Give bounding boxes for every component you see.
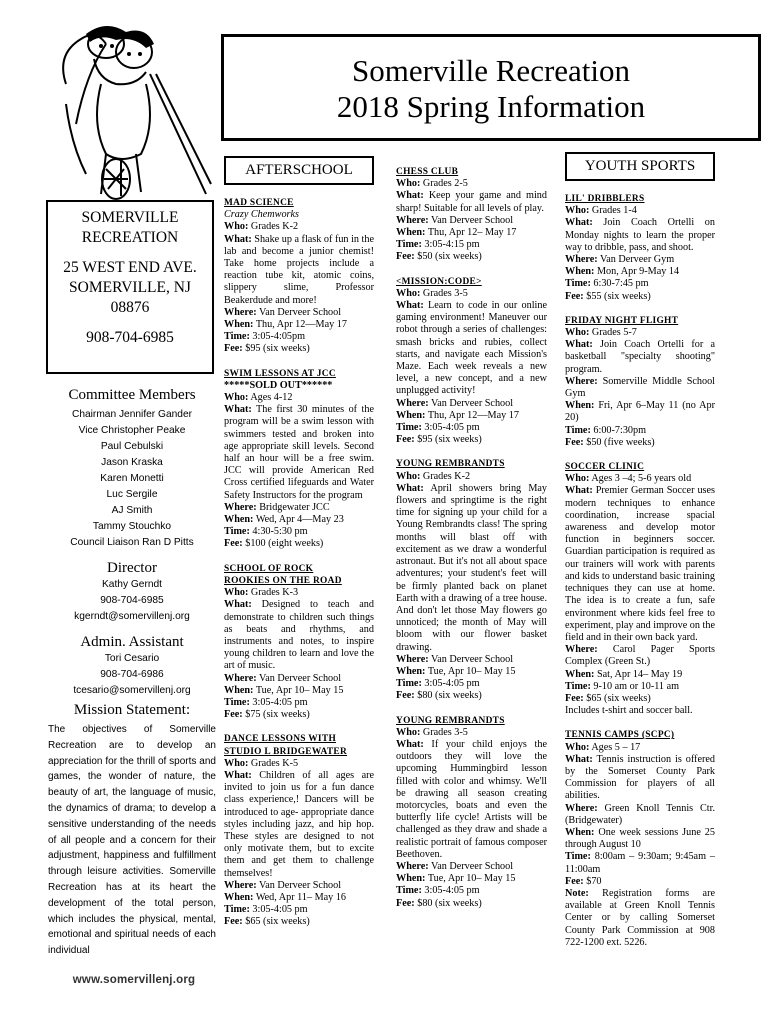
program-title: SWIM LESSONS AT JCC [224,368,336,379]
program-where-label: Where: [396,214,429,226]
assistant-heading: Admin. Assistant [80,634,184,650]
program-fee-value: $70 [586,875,602,887]
program-time-label: Time: [565,278,591,290]
program-block [396,166,547,264]
program-time-label: Time: [224,904,250,916]
program-where-value: Bridgewater JCC [259,501,330,513]
program-where-label: Where: [224,672,257,684]
program-time-row [224,526,374,538]
program-fee-label: Fee: [565,290,584,302]
program-when-label: When: [224,319,254,331]
program-time-value: 3:05-4:05 pm [424,678,480,690]
org-name-2: RECREATION [81,229,179,246]
program-what-row [396,483,547,654]
program-what-row [396,739,547,861]
program-what-label: What: [565,217,593,229]
program-what-row [396,300,547,398]
program-fee-label: Fee: [565,692,584,704]
program-who-row [396,727,547,739]
afterschool-column [224,156,374,929]
program-where-row [396,861,547,873]
program-title: DANCE LESSONS WITH [224,734,337,745]
program-time-label: Time: [224,526,250,538]
program-time-row [396,885,547,897]
program-what-label: What: [396,482,424,494]
program-fee-row [565,693,715,705]
program-when-label: When: [565,668,595,680]
committee-member: AJ Smith [111,505,153,516]
program-title: SOCCER CLINIC [565,462,645,473]
program-where-value: Green Knoll Tennis Ctr. (Bridgewater) [565,802,715,826]
program-when-label: When: [396,227,426,239]
program-what-row [396,190,547,214]
program-title: TENNIS CAMPS (SCPC) [565,730,675,741]
program-fee-row [396,434,547,446]
program-when-label: When: [565,266,595,278]
program-fee-label: Fee: [224,538,243,550]
program-when-row [565,400,715,424]
program-time-row [224,331,374,343]
program-fee-value: $95 (six weeks) [417,434,482,446]
program-fee-value: $50 (six weeks) [417,251,482,263]
sold-out-notice: *****SOLD OUT****** [224,379,333,391]
program-who-row [565,473,715,485]
program-who-row [396,471,547,483]
mission-heading-wrap [46,702,218,719]
program-what-label: What: [565,339,593,351]
program-fee-label: Fee: [565,875,584,887]
program-block [396,276,547,447]
program-what-value: Shake up a flask of fun in the lab and become a junior chemist! Take home projects include a reaction tube kit, atomic coins, slippery slime, Professor Beakerdude and more! [224,233,374,306]
program-fee-value: $50 (five weeks) [586,436,655,448]
director-phone: 908-704-6985 [100,595,164,606]
program-where-value: Van Derveer School [431,653,514,665]
zip-code: 08876 [110,299,150,316]
program-where-value: Carol Pager Sports Complex (Green St.) [565,644,716,668]
program-title: SCHOOL OF ROCK [224,563,314,574]
program-fee-label: Fee: [224,343,243,355]
program-what-value: If your child enjoys the outdoors they will love the upcoming Hummingbird lesson filled with color and whimsy. We'll be drawing all season creating motorcycles, boats and even the butterfly life cycle! Artists will be challenged as they draw and shade a realistic portrait of famous composer Beethoven. [396,738,548,860]
program-what-label: What: [224,233,252,245]
program-when-row [224,685,374,697]
committee-heading: Committee Members [68,387,196,403]
program-fee-row [224,709,374,721]
program-when-value: One week sessions June 25 through August 10 [565,826,715,851]
program-when-row [224,892,374,904]
committee-member: Chairman Jennifer Gander [71,409,193,420]
assistant-name: Tori Cesario [104,653,160,664]
main-phone: 908-704-6985 [86,329,174,346]
program-who-label: Who: [224,392,249,404]
program-time-label: Time: [396,239,422,251]
program-time-row [565,425,715,437]
program-time-value: 9-10 am or 10-11 am [593,680,680,692]
program-block [224,563,374,722]
afterschool-heading: AFTERSCHOOL [224,156,374,185]
program-time-value: 3:05-4:05 pm [424,422,480,434]
program-who-label: Who: [565,473,590,485]
program-when-row [565,266,715,278]
program-where-row [565,803,715,827]
program-fee-row [565,291,715,303]
committee-member: Paul Cebulski [100,441,164,452]
director-name: Kathy Gerndt [101,579,163,590]
program-who-value: Ages 4-12 [250,392,293,404]
program-when-value: Tue, Apr 10– May 15 [427,873,516,885]
program-time-label: Time: [224,696,250,708]
program-who-value: Grades 1-4 [591,205,637,217]
program-when-row [396,873,547,885]
program-who-value: Grades 3-5 [422,287,468,299]
program-title-line-2: ROOKIES ON THE ROAD [224,575,342,586]
program-where-row [224,502,374,514]
program-fee-value: $65 (six weeks) [245,916,310,928]
program-who-label: Who: [565,741,590,753]
program-note-value: Registration forms are available at Green Knoll Tennis Center or by calling Somerset County Park Commission at 908 722-1200 ext. 5226. [565,887,715,948]
program-who-value: Grades K-5 [250,757,299,769]
program-where-label: Where: [224,879,257,891]
street-address: 25 WEST END AVE. [63,259,197,276]
title-line-2: 2018 Spring Information [336,89,646,124]
program-who-label: Who: [224,757,249,769]
program-fee-value: $80 (six weeks) [417,897,482,909]
program-where-value: Van Derveer School [259,306,342,318]
program-where-label: Where: [224,501,257,513]
program-where-row [224,673,374,685]
program-time-value: 3:05-4:05 pm [252,696,308,708]
program-where-value: Van Derveer School [431,397,514,409]
program-time-row [224,697,374,709]
program-time-label: Time: [396,422,422,434]
program-what-value: Learn to code in our online gaming environment! Maneuver our robot through a series of challenges: smash bricks and rubies, collect starts, and navigate each Mission's Maze. Each week reveals a new level, a new concept, and a new unplugged activity! [396,300,547,397]
program-fee-value: $75 (six weeks) [245,709,310,721]
middle-column [396,166,547,910]
program-what-row [565,339,715,376]
program-where-label: Where: [565,254,598,266]
committee-member: Luc Sergile [106,489,158,500]
city-state: SOMERVILLE, NJ [69,279,191,296]
program-when-row [224,319,374,331]
program-where-value: Van Derveer School [431,860,514,872]
program-time-value: 6:00-7:30pm [593,424,647,436]
assistant-email: tcesario@somervillenj.org [73,685,191,696]
program-fee-label: Fee: [396,690,415,702]
program-time-row [224,904,374,916]
director-heading: Director [107,560,157,576]
program-time-row [565,681,715,693]
program-fee-row [224,343,374,355]
program-block [224,733,374,928]
program-when-row [224,514,374,526]
program-time-label: Time: [565,424,591,436]
program-when-label: When: [396,665,426,677]
program-what-row [224,234,374,307]
program-where-row [224,307,374,319]
program-what-label: What: [224,404,252,416]
program-title: MAD SCIENCE [224,198,294,208]
program-time-row [396,422,547,434]
program-what-value: Premier German Soccer uses modern techniques to enhance coordination, increase spacial awareness and develop motor function in beginners soccer. Guardian participation is required as our trainers will work with parents and kids to understand basic training techniques they can use at home. The idea is to create a fun, safe environment where kids feel free to experiment, play and improve on the field and in their own back yard. [565,485,715,643]
program-fee-row [396,898,547,910]
program-where-value: Somerville Middle School Gym [565,375,716,400]
staff-sidebar [46,380,218,699]
program-who-row [224,392,374,404]
program-where-value: Van Derveer School [259,672,342,684]
program-fee-label: Fee: [565,436,584,448]
program-who-row [396,178,547,190]
program-what-row [224,404,374,502]
program-fee-value: $65 (six weeks) [586,692,651,704]
program-block [565,729,715,949]
committee-member: Karen Monetti [100,473,164,484]
program-fee-row [224,538,374,550]
program-when-value: Thu, Apr 12– May 17 [427,227,517,239]
program-fee-row [565,437,715,449]
program-what-label: What: [565,485,593,497]
program-where-value: Van Derveer School [431,214,514,226]
program-who-value: Grades 5-7 [591,327,637,339]
program-when-row [396,666,547,678]
program-who-row [565,742,715,754]
program-when-label: When: [224,684,254,696]
org-name-1: SOMERVILLE [81,209,179,226]
program-who-label: Who: [396,287,421,299]
program-fee-row [396,251,547,263]
program-when-value: Mon, Apr 9-May 14 [596,266,680,278]
program-who-value: Ages 5 – 17 [591,741,641,753]
program-title: CHESS CLUB [396,167,459,177]
program-time-row [565,851,715,875]
program-block [224,368,374,551]
program-when-value: Wed, Apr 4—May 23 [255,514,344,526]
program-what-row [565,217,715,254]
program-who-value: Grades K-3 [250,587,299,599]
committee-member: Council Liaison Ran D Pitts [70,537,194,548]
program-what-value: Join Coach Ortelli for a basketball "specialty shooting" program. [565,339,715,375]
committee-member: Jason Kraska [101,457,163,468]
program-who-row [224,758,374,770]
program-who-value: Grades 3-5 [422,726,468,738]
program-time-row [565,278,715,290]
page-title [221,34,761,141]
program-fee-label: Fee: [396,434,415,446]
program-who-value: Grades K-2 [422,470,471,482]
program-when-value: Wed, Apr 11– May 16 [255,891,347,903]
program-when-value: Thu, Apr 12—May 17 [427,409,519,421]
program-title: YOUNG REMBRANDTS [396,459,505,470]
program-title: <MISSION:CODE> [396,276,482,287]
program-block [396,715,547,910]
program-what-row [565,485,715,644]
program-when-value: Thu, Apr 12—May 17 [255,319,347,331]
program-when-value: Tue, Apr 10– May 15 [255,684,344,696]
program-where-label: Where: [396,860,429,872]
program-what-label: What: [224,599,252,611]
program-time-label: Time: [396,678,422,690]
program-what-label: What: [396,190,424,202]
program-what-value: Join Coach Ortelli on Monday nights to learn the proper way to dribble, pass, and shoot. [565,217,715,253]
committee-member: Vice Christopher Peake [78,425,186,436]
program-what-row [224,599,374,672]
program-when-label: When: [565,400,595,412]
mission-statement: The objectives of Somerville Recreation are to develop an appreciation for the thrill of sports and games, the wonder of nature, the beauty of art, the language of music, the dynamics of drama; to develop a sensitive understanding of the needs of all people and a concern for their adjustment, happiness and fulfillment through leisure activities. Somerville Recreation has at its heart the development of the total person, which includes the physical, mental, emotional and spiritual needs of each individual [48,724,216,957]
program-time-value: 3:05-4:05 pm [252,904,308,916]
program-who-row [396,288,547,300]
program-fee-value: $80 (six weeks) [417,690,482,702]
program-time-row [396,239,547,251]
program-time-value: 3:05-4:05 pm [424,885,480,897]
program-when-value: Tue, Apr 10– May 15 [427,665,516,677]
program-fee-label: Fee: [396,897,415,909]
program-when-label: When: [396,873,426,885]
program-title: FRIDAY NIGHT FLIGHT [565,315,679,326]
program-when-label: When: [565,826,595,838]
program-what-label: What: [396,300,424,312]
program-where-row [565,376,715,400]
program-where-label: Where: [565,644,598,656]
program-when-label: When: [224,891,254,903]
program-when-value: Sat, Apr 14– May 19 [596,668,683,680]
program-block [565,461,715,717]
program-what-label: What: [565,753,593,765]
committee-list [46,407,218,551]
program-when-row [396,410,547,422]
program-time-value: 8:00am – 9:30am; 9:45am – 11:00am [565,851,715,875]
program-time-label: Time: [565,851,591,863]
program-who-label: Who: [396,178,421,190]
program-what-value: Designed to teach and demonstrate to children such things as beats and rhythms, and instruments and notes, to inspire young children to learn and love the art of music. [224,599,374,672]
program-what-value: Children of all ages are invited to join us for a fun dance class experience,! Dancers will be introduced to age- appropriate dance styles including jazz, and hip hop. These styles are designed to not only motivate them, but to excite them and get them to challenge themselves! [224,769,375,879]
program-where-value: Van Derveer School [259,879,342,891]
program-fee-value: $55 (six weeks) [586,290,651,302]
program-where-value: Van Derveer Gym [600,254,675,266]
program-extra-note: Includes t-shirt and soccer ball. [565,705,693,717]
director-email: kgerndt@somervillenj.org [74,611,190,622]
program-title: YOUNG REMBRANDTS [396,715,505,726]
program-subtitle: Crazy Chemworks [224,209,299,221]
children-with-sports-gear-illustration [46,14,216,204]
program-fee-row [565,876,715,888]
program-who-label: Who: [396,470,421,482]
program-time-label: Time: [396,885,422,897]
program-time-label: Time: [224,331,250,343]
program-what-label: What: [224,769,252,781]
afterschool-programs [224,197,374,929]
program-block [224,197,374,356]
program-who-value: Ages 3 –4; 5-6 years old [591,473,692,485]
title-line-1: Somerville Recreation [351,53,631,88]
committee-member: Tammy Stouchko [92,521,172,532]
program-fee-value: $100 (eight weeks) [245,538,324,550]
mission-heading: Mission Statement: [73,702,191,718]
program-what-value: Tennis instruction is offered by the Somerset County Park Commission for players of all abilities. [565,753,715,802]
program-when-row [565,669,715,681]
program-where-label: Where: [224,306,257,318]
program-who-value: Grades K-2 [250,221,299,233]
program-who-row [565,327,715,339]
program-where-row [224,880,374,892]
program-note-label: Note: [565,887,589,899]
program-who-label: Who: [224,221,249,233]
program-where-row [565,644,715,668]
program-where-label: Where: [565,375,598,387]
assistant-phone: 908-704-6986 [100,669,164,680]
middle-programs [396,166,547,910]
youth-sports-programs [565,193,715,949]
program-fee-row [396,690,547,702]
program-when-label: When: [224,514,254,526]
program-time-value: 4:30-5:30 pm [252,526,308,538]
program-where-row [565,254,715,266]
website-link[interactable]: www.somervillenj.org [72,974,196,986]
program-what-value: The first 30 minutes of the program will be a swim lesson with swimmers tested and broken into age appropriate skill levels. Second half an hour will be a free swim. JCC will provide American Red Cross certified lifeguards and Water Safety Instructors for the program [224,404,374,501]
program-block [565,193,715,303]
program-fee-row [224,916,374,928]
program-fee-label: Fee: [396,251,415,263]
program-what-value: Keep your game and mind sharp! Suitable for all levels of play. [396,190,547,214]
program-time-value: 6:30-7:45 pm [593,278,649,290]
program-note-row [565,888,715,949]
program-where-label: Where: [565,802,598,814]
program-fee-value: $95 (six weeks) [245,343,310,355]
program-what-row [565,754,715,803]
program-block [565,315,715,449]
program-where-row [396,215,547,227]
program-when-value: Fri, Apr 6–May 11 (no Apr 20) [565,400,716,424]
youth-sports-column [565,152,715,949]
program-who-label: Who: [565,205,590,217]
program-where-row [396,654,547,666]
program-when-row [396,227,547,239]
program-who-value: Grades 2-5 [422,178,468,190]
program-title: LIL' DRIBBLERS [565,194,645,204]
program-what-row [224,770,374,880]
program-where-label: Where: [396,653,429,665]
program-who-row [565,205,715,217]
program-who-row [224,221,374,233]
program-what-value: April showers bring May flowers and springtime is the right time for signing up your child for a Young Rembrandts class! The spring months will blast off with excitement as we draw a wonderful astronaut. But it's not all about space adventures; your student's feet will be firmly planted back on planet Earth with a drawing of a tree house. And don't let those May flowers go unnoticed; the month of May will bloom with our flower basket drawing. [396,482,547,653]
program-title-line-2: STUDIO L BRIDGEWATER [224,746,348,757]
program-what-label: What: [396,738,424,750]
program-time-label: Time: [565,680,591,692]
youth-sports-heading: YOUTH SPORTS [565,152,715,181]
program-block [396,458,547,702]
program-time-row [396,678,547,690]
program-who-row [224,587,374,599]
program-when-label: When: [396,409,426,421]
program-who-label: Who: [565,327,590,339]
program-where-row [396,398,547,410]
program-when-row [565,827,715,851]
program-fee-label: Fee: [224,709,243,721]
program-who-label: Who: [224,587,249,599]
program-who-label: Who: [396,726,421,738]
program-time-value: 3:05-4:05pm [252,331,306,343]
address-box [46,200,214,374]
program-time-value: 3:05-4:15 pm [424,239,480,251]
program-fee-label: Fee: [224,916,243,928]
program-where-label: Where: [396,397,429,409]
